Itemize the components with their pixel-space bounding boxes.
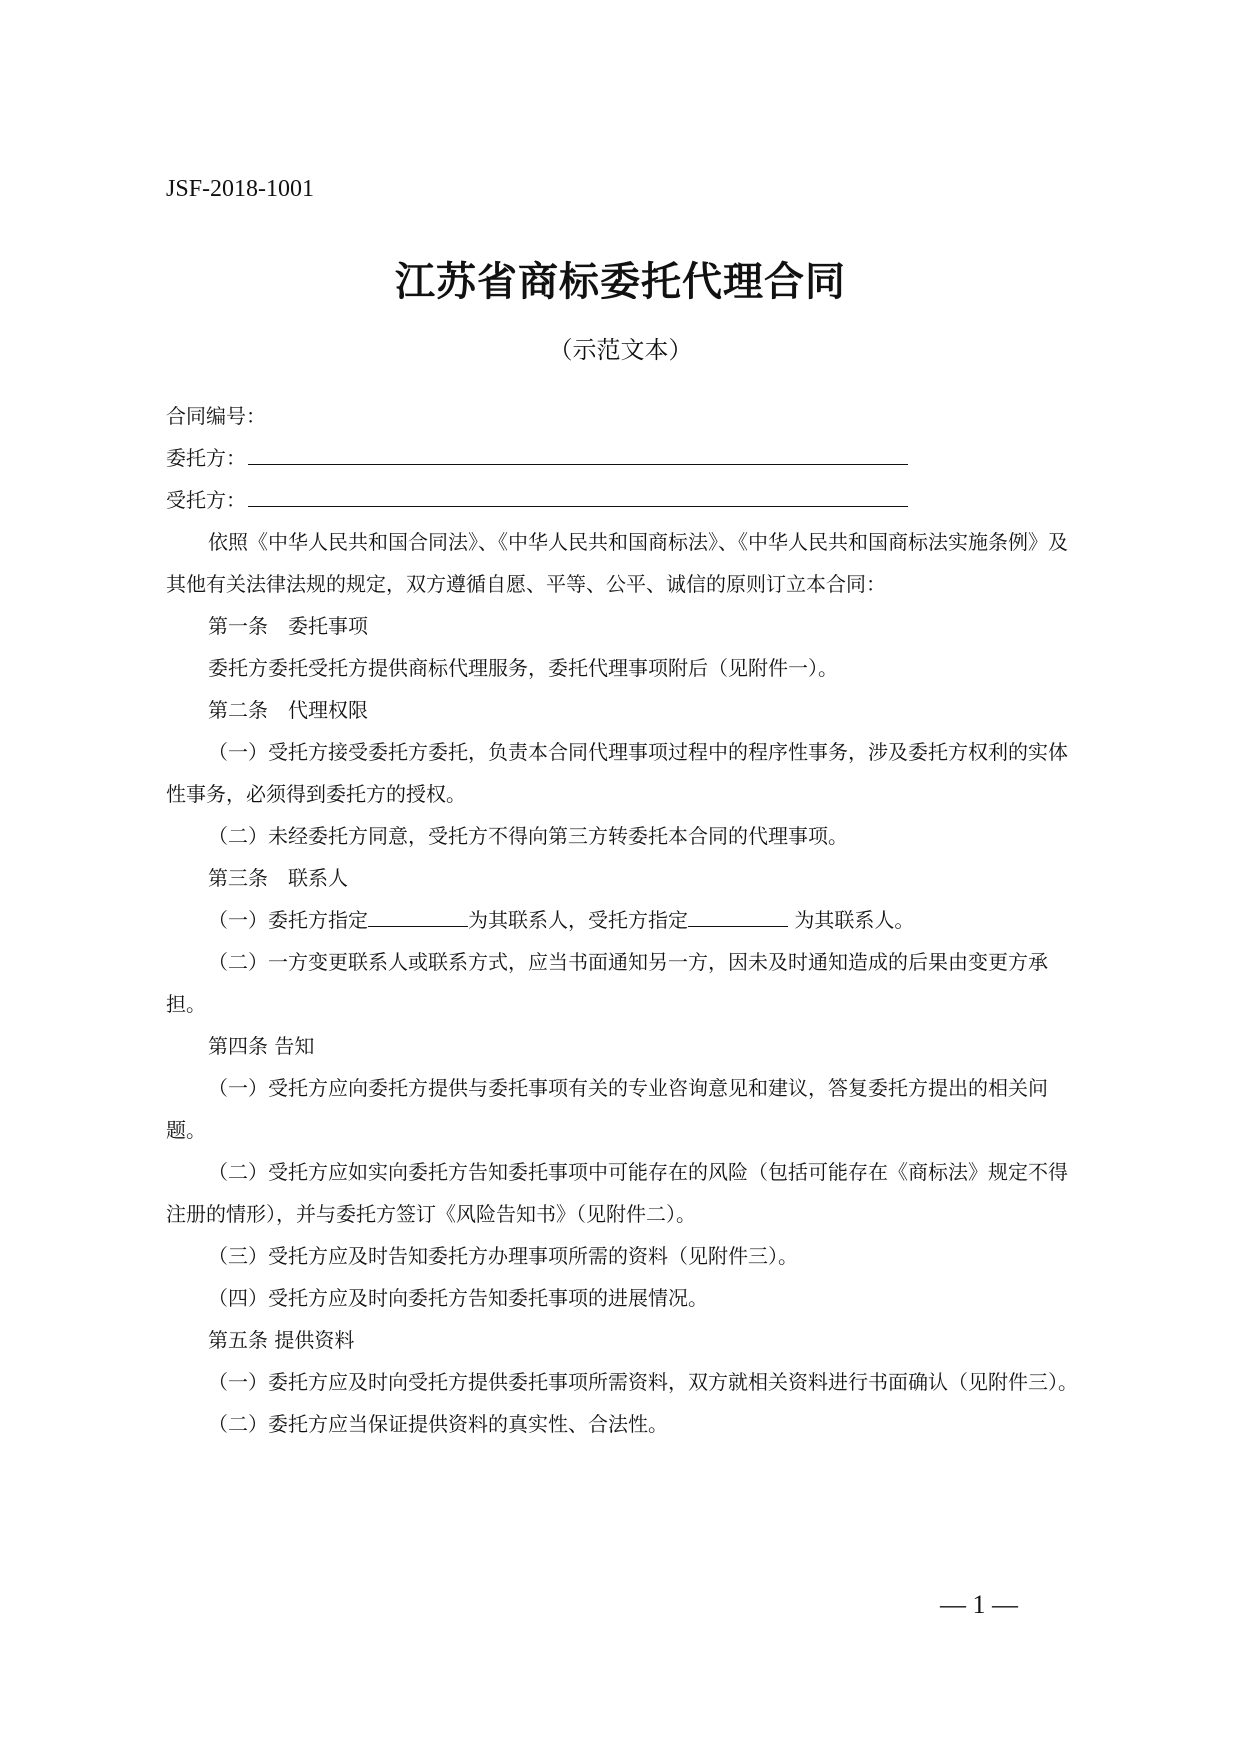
page-subtitle: （示范文本） (548, 336, 693, 364)
article-4-heading: 第四条 告知 (208, 1034, 315, 1058)
document-body (166, 395, 1086, 1445)
agent-field (166, 479, 1086, 521)
principal-blank (248, 438, 908, 465)
article-4-clause-4: （四）受托方应及时向委托方告知委托事项的进展情况。 (208, 1286, 708, 1310)
article-3-heading: 第三条 联系人 (208, 866, 348, 890)
article-4-clause-1: （一）受托方应向委托方提供与委托事项有关的专业咨询意见和建议，答复委托方提出的相关问题。 (166, 1076, 1048, 1142)
article-4-clause-2: （二）受托方应如实向委托方告知委托事项中可能存在的风险（包括可能存在《商标法》规定不得注册的情形），并与委托方签订《风险告知书》（见附件二）。 (166, 1160, 1068, 1226)
article-2-clause-2: （二）未经委托方同意，受托方不得向第三方转委托本合同的代理事项。 (208, 824, 848, 848)
principal-field (166, 437, 1086, 479)
page-number: — 1 — (940, 1590, 1018, 1619)
agent-blank (248, 480, 908, 507)
article-1-text: 委托方委托受托方提供商标代理服务，委托代理事项附后（见附件一）。 (208, 656, 838, 680)
article-2-heading: 第二条 代理权限 (208, 698, 368, 722)
article-5-clause-1: （一）委托方应及时向受托方提供委托事项所需资料，双方就相关资料进行书面确认（见附件三）。 (208, 1370, 1078, 1394)
article-3-clause-1 (166, 899, 1086, 941)
article-5-heading: 第五条 提供资料 (208, 1328, 355, 1352)
article-4-clause-3: （三）受托方应及时告知委托方办理事项所需的资料（见附件三）。 (208, 1244, 798, 1268)
preamble: 依照《中华人民共和国合同法》、《中华人民共和国商标法》、《中华人民共和国商标法实施条例》及其他有关法律法规的规定，双方遵循自愿、平等、公平、诚信的原则订立本合同： (166, 530, 1068, 596)
page-title: 江苏省商标委托代理合同 (395, 258, 846, 305)
document-code: JSF-2018-1001 (166, 176, 315, 202)
contract-number-field (166, 395, 1086, 437)
agent-label: 受托方： (166, 488, 246, 512)
article-3-clause-1-part-a: （一）委托方指定 (208, 908, 368, 932)
article-1-heading: 第一条 委托事项 (208, 614, 368, 638)
agent-contact-blank (688, 900, 788, 927)
contract-number-label: 合同编号： (166, 404, 266, 428)
article-5-clause-2: （二）委托方应当保证提供资料的真实性、合法性。 (208, 1412, 668, 1436)
article-3-clause-1-part-b: 为其联系人，受托方指定 (468, 908, 688, 932)
principal-contact-blank (368, 900, 468, 927)
principal-label: 委托方： (166, 446, 246, 470)
article-3-clause-2: （二）一方变更联系人或联系方式，应当书面通知另一方，因未及时通知造成的后果由变更方承担。 (166, 950, 1048, 1016)
article-3-clause-1-part-c: 为其联系人。 (788, 908, 915, 932)
article-2-clause-1: （一）受托方接受委托方委托，负责本合同代理事项过程中的程序性事务，涉及委托方权利的实体性事务，必须得到委托方的授权。 (166, 740, 1068, 806)
